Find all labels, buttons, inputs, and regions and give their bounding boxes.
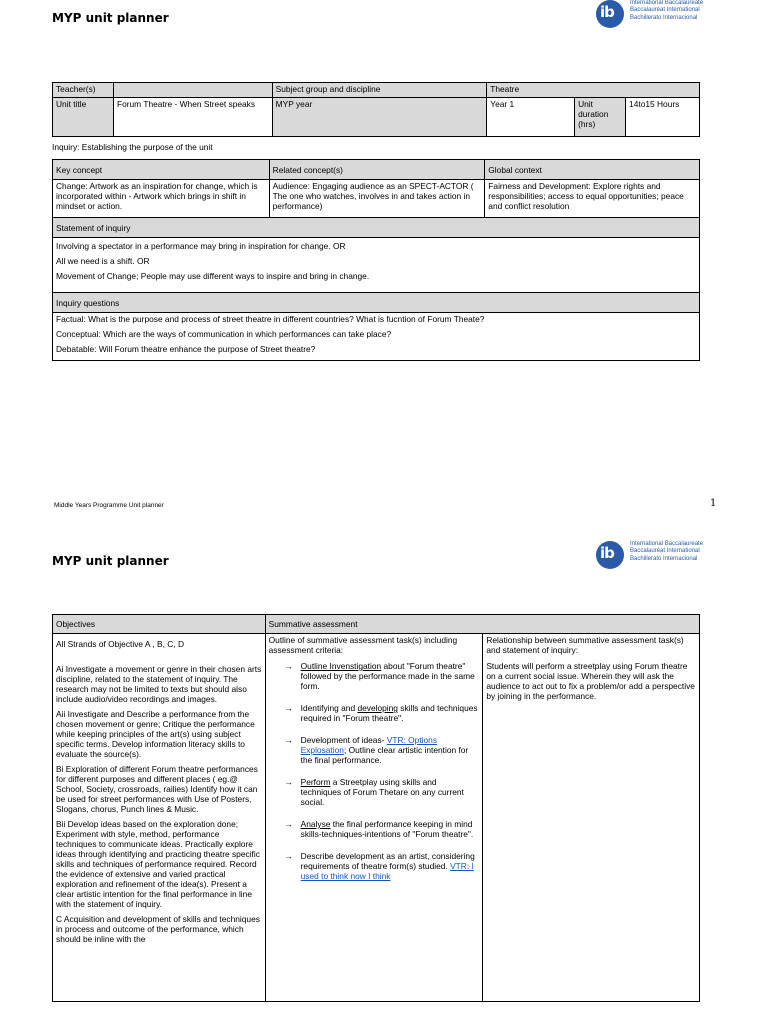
myp-year-value: Year 1 [487,98,575,137]
ib-logo-2: ib International Baccalaureate Baccalauréat International Bachillerato Internacional [596,541,708,567]
statement-label: Statement of inquiry [53,218,700,238]
statement-line: All we need is a shift. OR [56,256,150,266]
objective-item: Bi Exploration of different Forum theatre performances for different purposes and different places ( eg.@ School, Society, crossroads, railies) Identify how it can be used for street performances with Use of Posters, Slogans, chorus, Punch lines & Music. [56,764,258,814]
duration-label: Unit duration (hrs) [575,98,626,137]
subject-value: Theatre [487,83,700,98]
task-item: → Outline Invenstigation about "Forum theatre" followed by the performance made in the same form. [284,661,475,691]
arrow-icon: → [284,777,294,787]
concepts-table [52,159,700,361]
ib-logo-icon: ib [596,0,624,28]
ib-logo: ib International Baccalaureate Baccalauréat International Bachillerato Internacional [596,0,708,26]
inquiry-questions-label: Inquiry questions [53,293,700,313]
related-concept-value: Audience: Engaging audience as an SPECT-ACTOR ( The one who watches, involves in and takes action in performance) [269,180,485,218]
objectives-label: Objectives [53,615,266,634]
unit-title-value: Forum Theatre - When Street speaks [113,98,272,137]
key-concept-value: Change: Artwork as an inspiration for change, which is incorporated within - Artwork which brings in shift in mindset or action. [53,180,270,218]
objective-item: All Strands of Objective A , B, C, D [56,639,185,649]
task-item: → Describe development as an artist, considering requirements of theatre form(s) studied. VTR: I used to think now I think [284,851,475,881]
relationship-text: Students will perform a streetplay using Forum theatre on a current social issue. Wherein they will ask the audience to act out to fix a problem/or add a perspective by joining in the performance. [486,661,695,701]
objectives-body [53,634,266,1002]
assessment-table [52,614,700,1002]
relationship-heading: Relationship between summative assessment task(s) and statement of inquiry: [486,635,684,655]
duration-value: 14to15 Hours [626,98,700,137]
related-concept-label: Related concept(s) [269,160,485,180]
inquiry-questions-body [53,313,700,361]
conceptual-question: Conceptual: Which are the ways of communication in which performances can take place? [56,329,392,339]
summative-tasks [265,634,483,1002]
task-list [269,661,480,881]
task-item: → Analyse the final performance keeping in mind skills-techniques-intentions of "Forum theatre". [284,819,474,839]
myp-year-label: MYP year [272,98,487,137]
arrow-icon: → [284,735,294,745]
statement-body [53,238,700,293]
key-concept-label: Key concept [53,160,270,180]
factual-question: Factual: What is the purpose and process of street theatre in different countries? What is fucntion of Forum Theate? [56,314,485,324]
teacher-value [113,83,272,98]
task-item: → Development of ideas- VTR: Options Explosation; Outline clear artistic intention for the final performance. [284,735,469,765]
objective-item: Bii Develop ideas based on the exploration done; Experiment with style, method, performance techniques to communicate ideas. Practically explore ideas through identifying and practicing theatre specific skills and techniques of performance required. Record the evidence of extensive and varied practical exploration and refinement of the idea(s). Present a clear artistic intention for the final performance in line with the statement of inquiry. [56,819,260,909]
page-title: MYP unit planner [52,11,169,25]
page-number: 1 [710,498,717,509]
page-title-2: MYP unit planner [52,554,169,568]
objective-item: Aii Investigate and Describe a performance from the chosen movement or genre; Critique the performance while keeping principles of the art(s) using subject specific terms. Develop information literacy skills to evaluate the source(s). [56,709,255,759]
inquiry-heading: Inquiry: Establishing the purpose of the unit [52,142,213,152]
arrow-icon: → [284,661,294,671]
task-item: → Identifying and developing skills and techniques required in "Forum theatre". [284,703,478,723]
outline-heading: Outline of summative assessment task(s) including assessment criteria: [268,635,458,655]
global-context-value: Fairness and Development: Explore rights and responsibilities; access to equal opportunities; peace and conflict resolution [485,180,700,218]
unit-info-table [52,82,700,137]
summative-label: Summative assessment [265,615,699,634]
global-context-label: Global context [485,160,700,180]
arrow-icon: → [284,819,294,829]
debatable-question: Debatable: Will Forum theatre enhance the purpose of Street theatre? [56,344,316,354]
statement-line: Movement of Change; People may use different ways to inspire and bring in change. [56,271,370,281]
vtr-think-link[interactable]: VTR: I used to think now I think [300,861,474,881]
subject-label: Subject group and discipline [272,83,487,98]
statement-line: Involving a spectator in a performance may bring in inspiration for change. OR [56,241,346,251]
arrow-icon: → [284,851,294,861]
arrow-icon: → [284,703,294,713]
ib-logo-icon: ib [596,541,624,569]
objective-item: Ai Investigate a movement or genre in their chosen arts discipline, related to the statement of inquiry. The research may not be limited to texts but should also include audio/video recordings and images. [56,664,262,704]
vtr-options-link[interactable]: VTR: Options Explosation [300,735,438,755]
task-item: → Perform a Streetplay using skills and techniques of Forum Thetare on any current social. [284,777,464,807]
footer-text: Middle Years Programme Unit planner [54,502,164,509]
teacher-label: Teacher(s) [53,83,114,98]
objective-item: C Acquisition and development of skills and techniques in process and outcome of the performance, which should be inline with the [56,914,260,944]
relationship-cell [483,634,700,1002]
unit-title-label: Unit title [53,98,114,137]
